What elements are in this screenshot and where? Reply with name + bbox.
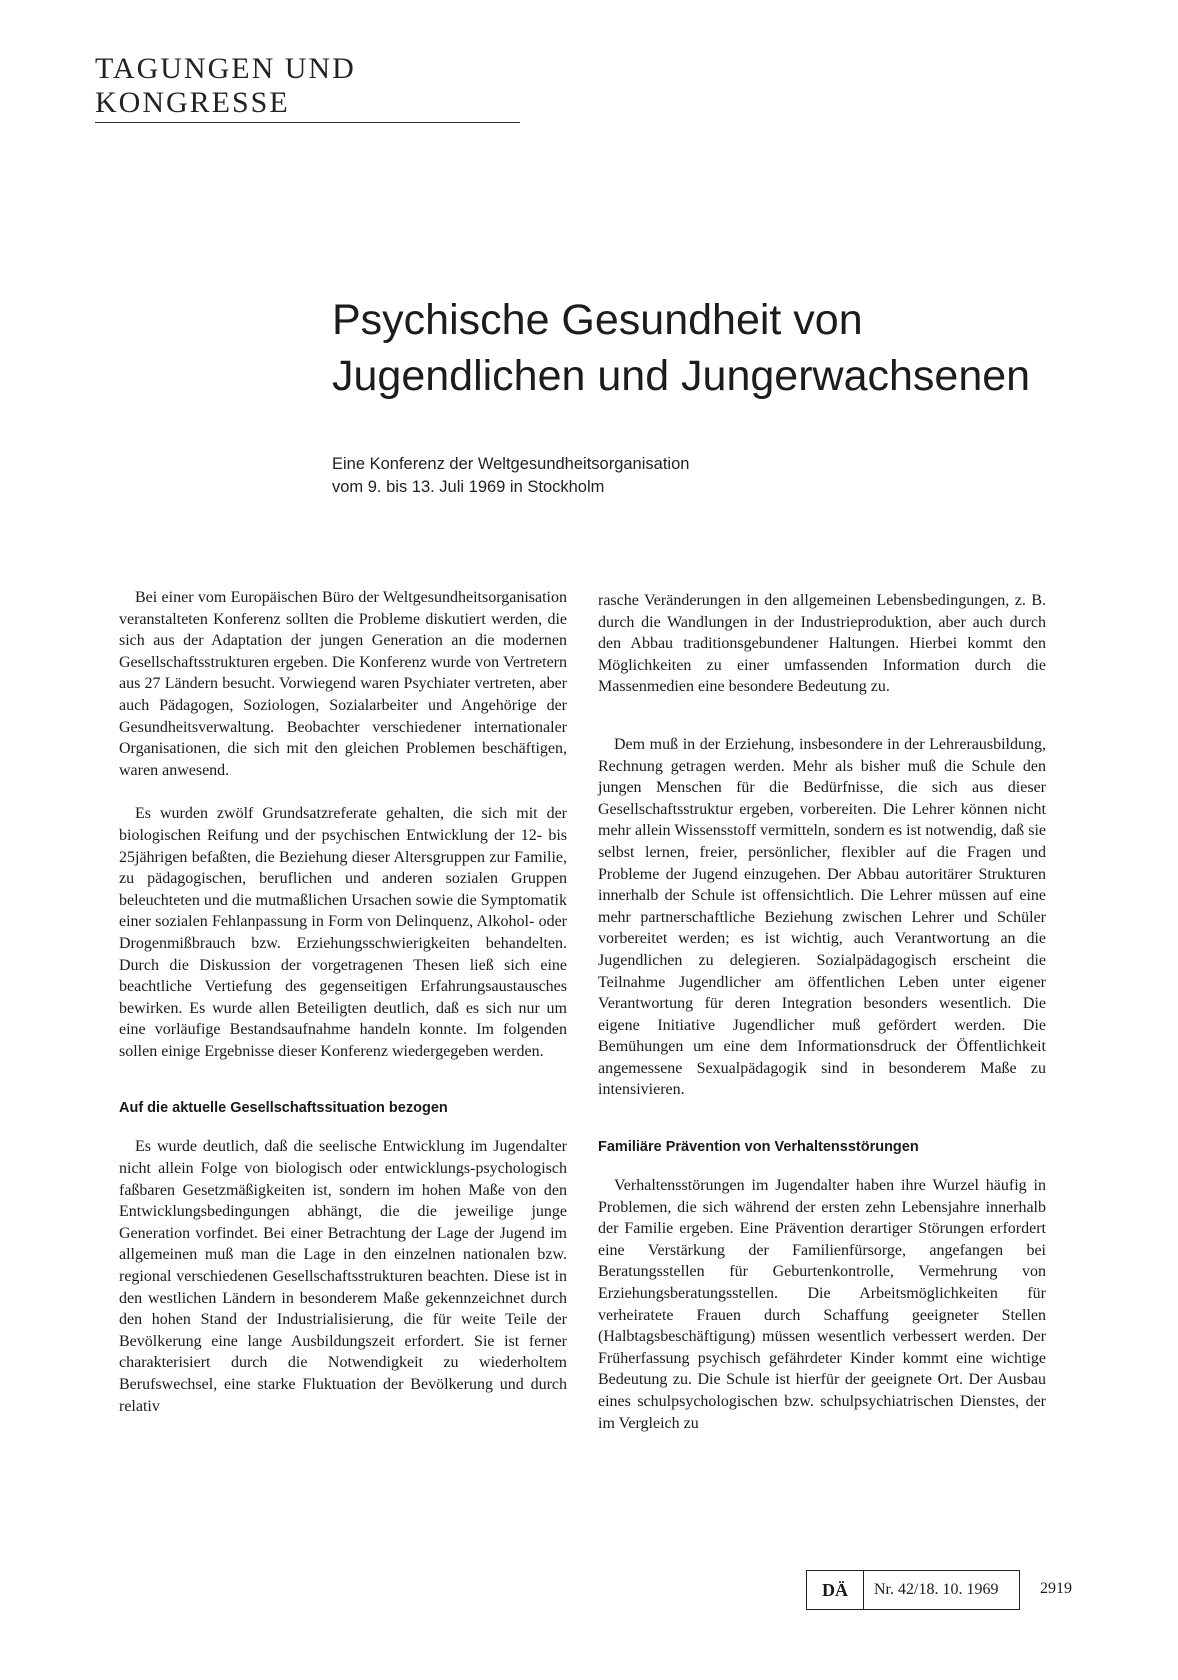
paragraph: Dem muß in der Erziehung, insbesondere in der Lehrerausbildung, Rechnung getragen werden. Mehr als bisher muß die Schule den jungen Menschen für die Bedürfnisse, die sich aus dieser Gesellschaftsstruktur ergeben, vorbereiten. Die Lehrer können nicht mehr allein Wissensstoff vermitteln, sondern es ist notwendig, daß sie selbst lernen, freier, persönlicher, flexibler auf die Fragen und Probleme der Jugend einzugehen. Der Abbau autoritärer Strukturen innerhalb der Schule ist offensichtlich. Die Lehrer müssen auf eine mehr partnerschaftliche Beziehung zwischen Lehrer und Schüler vorbereitet werden; es ist wichtig, auch Verantwortung an die Jugendlichen zu delegieren. Sozialpädagogisch erscheint die Teilnahme Jugendlicher am öffentlichen Leben unter eigener Verantwortung für deren Integration besonders wesentlich. Die eigene Initiative Jugendlicher muß gefördert werden. Die Bemühungen um eine dem Informationsdruck der Öffentlichkeit angemessene Sexualpädagogik sind in besonderem Maße zu intensivieren.: [598, 735, 1046, 1099]
paragraph: Es wurden zwölf Grundsatzreferate gehalten, die sich mit der biologischen Reifung und der psychischen Entwicklung der 12- bis 25jährigen befaßten, die Beziehung dieser Altersgruppen zur Familie, zu pädagogischen, beruflichen und anderen sozialen Gruppen beleuchteten und die mutmaßlichen Ursachen sowie die Symptomatik einer sozialen Fehlanpassung in Form von Delinquenz, Alkohol- oder Drogenmißbrauch bzw. Erziehungsschwierigkeiten behandelten. Durch die Diskussion der vorgetragenen Thesen ließ sich eine beachtliche Vertiefung des gegenseitigen Erfahrungsaustausches bewirken. Es wurde allen Beteiligten deutlich, daß es sich nur um eine vorläufige Bestandsaufnahme handeln konnte. Im folgenden sollen einige Ergebnisse dieser Konferenz wiedergegeben werden.: [119, 805, 567, 1060]
left-column: [119, 587, 567, 1417]
paragraph: rasche Veränderungen in den allgemeinen Lebensbedingungen, z. B. durch die Wandlungen in der Industrieproduktion, aber auch durch den Abbau traditionsgebundener Haltungen. Hierbei kommt den Möglichkeiten zu einer umfassenden Information durch die Massenmedien eine besondere Bedeutung zu.: [598, 592, 1046, 696]
page-number: 2919: [1040, 1580, 1072, 1597]
title-line-2: Jugendlichen und Jungerwachsenen: [332, 352, 1031, 400]
section-heading: Auf die aktuelle Gesellschaftssituation bezogen: [119, 1100, 448, 1117]
journal-logo: DÄ: [807, 1571, 864, 1609]
paragraph: Verhaltensstörungen im Jugendalter haben ihre Wurzel häufig in Problemen, die sich während der ersten zehn Lebensjahre innerhalb der Familie ergeben. Eine Prävention derartiger Störungen erfordert eine Verstärkung der Familienfürsorge, angefangen bei Beratungsstellen für Geburtenkontrolle, Vermehrung von Erziehungsberatungsstellen. Die Arbeitsmöglichkeiten für verheiratete Frauen durch Schaffung geeigneter Stellen (Halbtagsbeschäftigung) müssen wesentlich verbessert werden. Der Früherfassung psychisch gefährdeter Kinder kommt eine wichtige Bedeutung zu. Die Schule ist hierfür der geeignete Ort. Der Ausbau eines schulpsychologischen bzw. schulpsychiatrischen Dienstes, der im Vergleich zu: [598, 1177, 1046, 1432]
paragraph: Es wurde deutlich, daß die seelische Entwicklung im Jugendalter nicht allein Folge von biologisch oder entwicklungs-psychologisch faßbaren Gesetzmäßigkeiten ist, sondern im hohen Maße von den Entwicklungsbedingungen abhängt, die die jeweilige junge Generation vorfindet. Bei einer Betrachtung der Lage der Jugend im allgemeinen muß man die Lage in den einzelnen nationalen bzw. regional verschiedenen Gesellschaftsstrukturen beachten. Diese ist in den westlichen Ländern in besonderem Maße gekennzeichnet durch den hohen Stand der Industrialisierung, die für weite Teile der Bevölkerung eine lange Ausbildungszeit erfordert. Sie ist ferner charakterisiert durch die Notwendigkeit zu wiederholtem Berufswechsel, eine starke Fluktuation der Bevölkerung und durch relativ: [119, 1138, 567, 1415]
issue-label: Nr. 42/18. 10. 1969: [874, 1581, 999, 1598]
paragraph: Bei einer vom Europäischen Büro der Weltgesundheitsorganisation veranstalteten Konferenz sollten die Probleme diskutiert werden, die sich aus der Adaptation der jungen Generation an die modernen Gesellschaftsstrukturen ergeben. Die Konferenz wurde von Vertretern aus 27 Ländern besucht. Vorwiegend waren Psychiater vertreten, aber auch Pädagogen, Soziologen, Sozialarbeiter und Angehörige der Gesundheitsverwaltung. Beobachter verschiedener internationaler Organisationen, die sich mit den gleichen Problemen beschäftigen, waren anwesend.: [119, 589, 567, 779]
right-column: [598, 590, 1046, 1434]
subtitle-line-1: Eine Konferenz der Weltgesundheitsorganisation: [332, 455, 690, 473]
title-line-1: Psychische Gesundheit von: [332, 296, 863, 344]
article-subtitle: [332, 453, 932, 499]
subtitle-line-2: vom 9. bis 13. Juli 1969 in Stockholm: [332, 478, 605, 496]
section-heading: Familiäre Prävention von Verhaltensstörungen: [598, 1139, 919, 1156]
article-title: [332, 292, 1092, 404]
journal-issue-box: [806, 1570, 1020, 1610]
section-header: TAGUNGEN UND KONGRESSE: [95, 52, 520, 123]
